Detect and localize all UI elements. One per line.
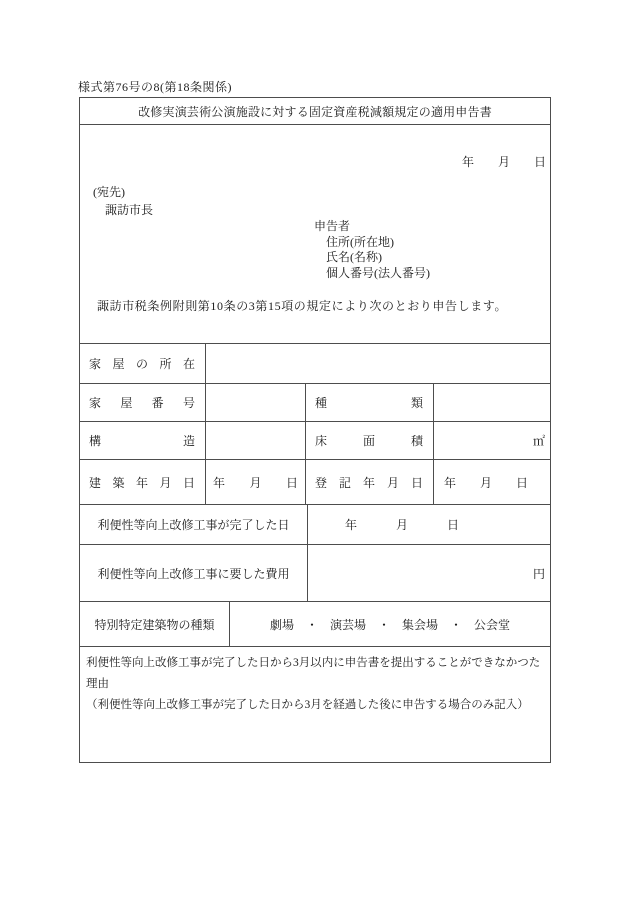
month-unit-label: 月 (395, 518, 408, 532)
house-location-value-cell (206, 344, 550, 383)
floor-area-value-cell (434, 422, 550, 459)
registry-date-label: 登記年月日 (315, 475, 423, 490)
structure-value-cell (206, 422, 306, 459)
house-number-kind-row (80, 383, 550, 421)
day-unit-label: 日 (285, 475, 298, 490)
square-meter-unit: ㎡ (532, 434, 545, 448)
kind-label: 種類 (315, 396, 423, 410)
year-unit-label: 年 (461, 155, 474, 169)
applicant-id-number-label: 個人番号(法人番号) (326, 265, 430, 280)
build-date-label-cell (80, 460, 206, 504)
build-registry-date-row (80, 459, 550, 504)
structure-label-cell (80, 422, 206, 459)
addressee-mayor: 諏訪市長 (105, 203, 154, 217)
day-unit-label: 日 (515, 475, 528, 490)
completion-date-label-cell (80, 505, 308, 544)
structure-floor-area-row (80, 421, 550, 459)
form-title: 改修実演芸術公演施設に対する固定資産税減額規定の適用申告書 (80, 98, 550, 125)
year-unit-label: 年 (444, 475, 457, 490)
registry-date-label-cell (306, 460, 434, 504)
house-location-row (80, 343, 550, 383)
house-location-label: 家屋の所在 (89, 357, 195, 371)
build-date-value-cell (206, 460, 306, 504)
applicant-block (314, 219, 430, 281)
form-number-label: 様式第76号の8(第18条関係) (78, 80, 232, 94)
renovation-cost-label-cell (80, 545, 308, 601)
renovation-cost-value-cell (308, 545, 550, 601)
year-unit-label: 年 (344, 518, 357, 532)
day-unit-label: 日 (533, 155, 546, 169)
build-date-label: 建築年月日 (89, 475, 195, 490)
month-unit-label: 月 (479, 475, 492, 490)
kind-label-cell (306, 384, 434, 421)
renovation-cost-row (80, 544, 550, 601)
late-submission-reason-cell (80, 647, 550, 762)
month-unit-label: 月 (249, 475, 262, 490)
renovation-cost-label: 利便性等向上改修工事に要した費用 (97, 566, 290, 581)
form-header-section (80, 125, 550, 343)
floor-area-label: 床面積 (315, 434, 423, 448)
completion-date-value-cell (308, 505, 550, 544)
building-type-label-cell (80, 602, 230, 646)
house-number-value-cell (206, 384, 306, 421)
registry-date-value-cell (434, 460, 550, 504)
building-type-options: 劇場 ・ 演芸場 ・ 集会場 ・ 公会堂 (269, 617, 510, 632)
applicant-address-label: 住所(所在地) (326, 234, 394, 249)
submission-date-line (462, 153, 546, 170)
applicant-label: 申告者 (314, 219, 351, 233)
completion-date-row (80, 504, 550, 544)
year-unit-label: 年 (213, 475, 226, 490)
month-unit-label: 月 (497, 155, 510, 169)
reason-heading-line2: （利便性等向上改修工事が完了した日から3月を経過した後に申告する場合のみ記入） (86, 699, 529, 711)
house-number-label: 家屋番号 (89, 396, 195, 410)
completion-date-label: 利便性等向上改修工事が完了した日 (97, 518, 290, 532)
day-unit-label: 日 (447, 518, 460, 532)
floor-area-label-cell (306, 422, 434, 459)
house-number-label-cell (80, 384, 206, 421)
applicant-name-label: 氏名(名称) (326, 250, 382, 264)
application-form (79, 97, 551, 763)
reason-heading-line1: 利便性等向上改修工事が完了した日から3月以内に申告書を提出することができなかつた理由 (86, 657, 541, 690)
kind-value-cell (434, 384, 550, 421)
building-type-label: 特別特定建築物の種類 (94, 617, 215, 632)
house-location-label-cell (80, 344, 206, 383)
building-type-row (80, 601, 550, 646)
yen-unit: 円 (532, 566, 545, 581)
declaration-text: 諏訪市税条例附則第10条の3第15項の規定により次のとおり申告します。 (97, 299, 508, 313)
structure-label: 構造 (89, 434, 195, 448)
late-submission-reason-row (80, 646, 550, 762)
building-type-options-cell (230, 602, 550, 646)
addressee-prefix: (宛先) (93, 185, 125, 199)
